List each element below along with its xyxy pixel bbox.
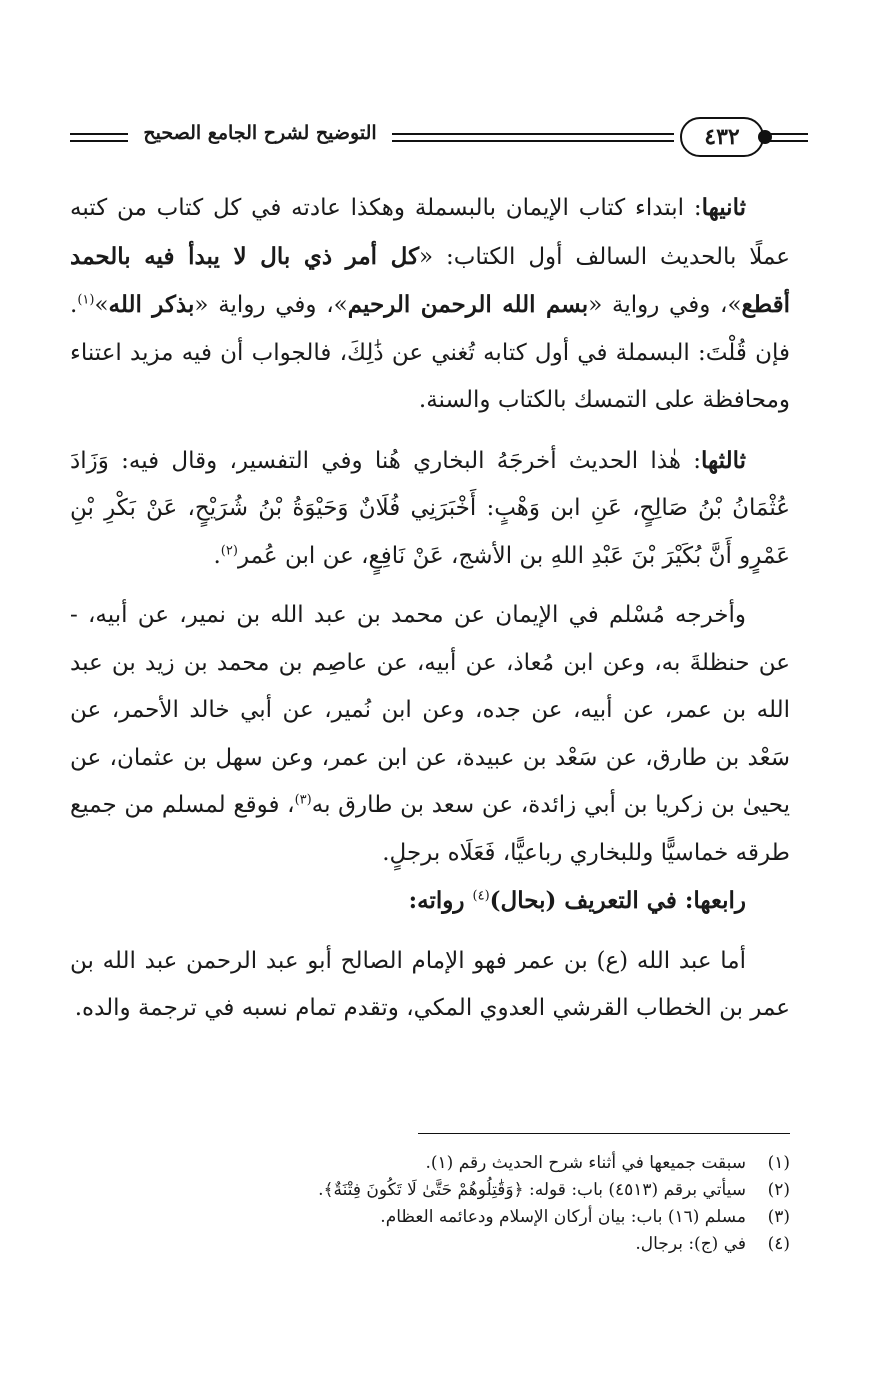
text-run: » — [94, 292, 109, 318]
footnote-ref: (٢) — [220, 542, 238, 558]
paragraph-ibn-umar: أما عبد الله (ع) بن عمر فهو الإمام الصالح أبو عبد الرحمن عبد الله بن عمر بن الخطاب القرشي العدوي المكي، وتقدم تمام نسبه في ترجمة والده. — [70, 947, 790, 1021]
text-run: . فإن قُلْتَ: البسملة في أول كتابه تُغني عن ذَٰلِكَ، فالجواب أن فيه مزيد اعتناء ومحافظة على التمسك بالكتاب والسنة. — [70, 292, 790, 413]
text-run: وأخرجه مُسْلم في الإيمان عن محمد بن عبد الله بن نمير، عن أبيه، - عن حنظلةَ به، وعن ابن مُعاذ، عن أبيه، عن عاصِم بن محمد بن زيد بن عبد الله بن عمر، عن أبيه، عن جده، وعن ابن نُمير، عن أبي خالد الأحمر، عن سَعْد بن طارق، عن سَعْد بن عبيدة، عن ابن عمر، وعن سهل بن عثمان، عن يحيىٰ بن زكريا بن أبي زائدة، عن سعد بن طارق به — [70, 602, 790, 818]
text-run: »، وفي رواية « — [588, 292, 742, 318]
paragraph-muslim — [70, 592, 790, 877]
footnote-number: (٣) — [767, 1207, 790, 1227]
basmala-quote: بسم الله الرحمن الرحيم — [347, 291, 589, 318]
footnote-separator — [418, 1133, 790, 1134]
text-run: : هٰذا الحديث أخرجَهُ البخاري هُنا وفي التفسير، وقال فيه: وَزَادَ عُثْمَانُ بْنُ صَالِحٍ، عَنِ ابن وَهْبٍ: أَخْبَرَنِي فُلَانٌ وَحَيْوَةُ بْنُ شُرَيْحٍ، عَنْ بَكْرِ بْنِ عَمْرٍو أَنَّ بُكَيْرَ بْنَ عَبْدِ اللهِ بن الأشج، عَنْ نَافِعٍ، عن ابن عُمر — [70, 447, 790, 569]
footnote-text: في (ج): برجال. — [635, 1234, 746, 1254]
footnote-text: مسلم (١٦) باب: بيان أركان الإسلام ودعائمه العظام. — [380, 1207, 746, 1227]
footnote — [150, 1177, 790, 1204]
section-label-rest: رواته: — [408, 887, 473, 914]
section-label: ثالثها — [701, 446, 746, 474]
text-run: . — [213, 542, 221, 569]
footnote-ref: (٤) — [472, 888, 490, 904]
text-run: »، وفي رواية « — [194, 292, 348, 318]
footnote-ref: (١) — [77, 292, 95, 308]
running-header — [70, 112, 808, 164]
section-label: رابعها: في التعريف (بحال) — [489, 887, 746, 914]
paragraph-third — [70, 437, 790, 581]
body-text — [70, 184, 790, 1033]
footnote — [150, 1150, 790, 1177]
footnote-number: (٤) — [767, 1234, 790, 1254]
footnote — [150, 1231, 790, 1258]
text-run: : ابتداء كتاب الإيمان بالبسملة وهكذا عادته في كل كتاب من كتبه عملًا بالحديث السالف أول الكتاب: « — [70, 195, 790, 270]
footnote-number: (١) — [767, 1153, 790, 1173]
footnotes — [150, 1150, 790, 1258]
header-rule-left — [70, 133, 128, 142]
footnote-text: سيأتي برقم (٤٥١٣) باب: قوله: ﴿وَقَٰتِلُوهُمْ حَتَّىٰ لَا تَكُونَ فِتْنَةٌ﴾. — [318, 1180, 746, 1200]
text-run: ، فوقع لمسلم من جميع طرقه خماسيًّا وللبخاري رباعيًّا، فَعَلَاه برجلٍ. — [70, 792, 790, 866]
heading-fourth — [70, 877, 790, 926]
footnote-number: (٢) — [767, 1180, 790, 1200]
page-number-frame — [680, 117, 764, 157]
dhikr-quote: بذكر الله — [108, 291, 195, 318]
header-title: التوضيح لشرح الجامع الصحيح — [143, 122, 377, 144]
footnote-ref: (٣) — [294, 792, 312, 808]
header-rule-right — [768, 133, 808, 142]
section-label: ثانيها — [701, 194, 746, 221]
hadith-quote: كل أمر ذي بال لا يبدأ فيه بالحمد أقطع — [70, 242, 791, 318]
footnote — [150, 1204, 790, 1231]
paragraph-second — [70, 184, 790, 425]
page-number: ٤٣٢ — [704, 124, 740, 150]
footnote-text: سبقت جميعها في أثناء شرح الحديث رقم (١). — [425, 1153, 746, 1173]
header-rule-middle — [392, 133, 674, 142]
